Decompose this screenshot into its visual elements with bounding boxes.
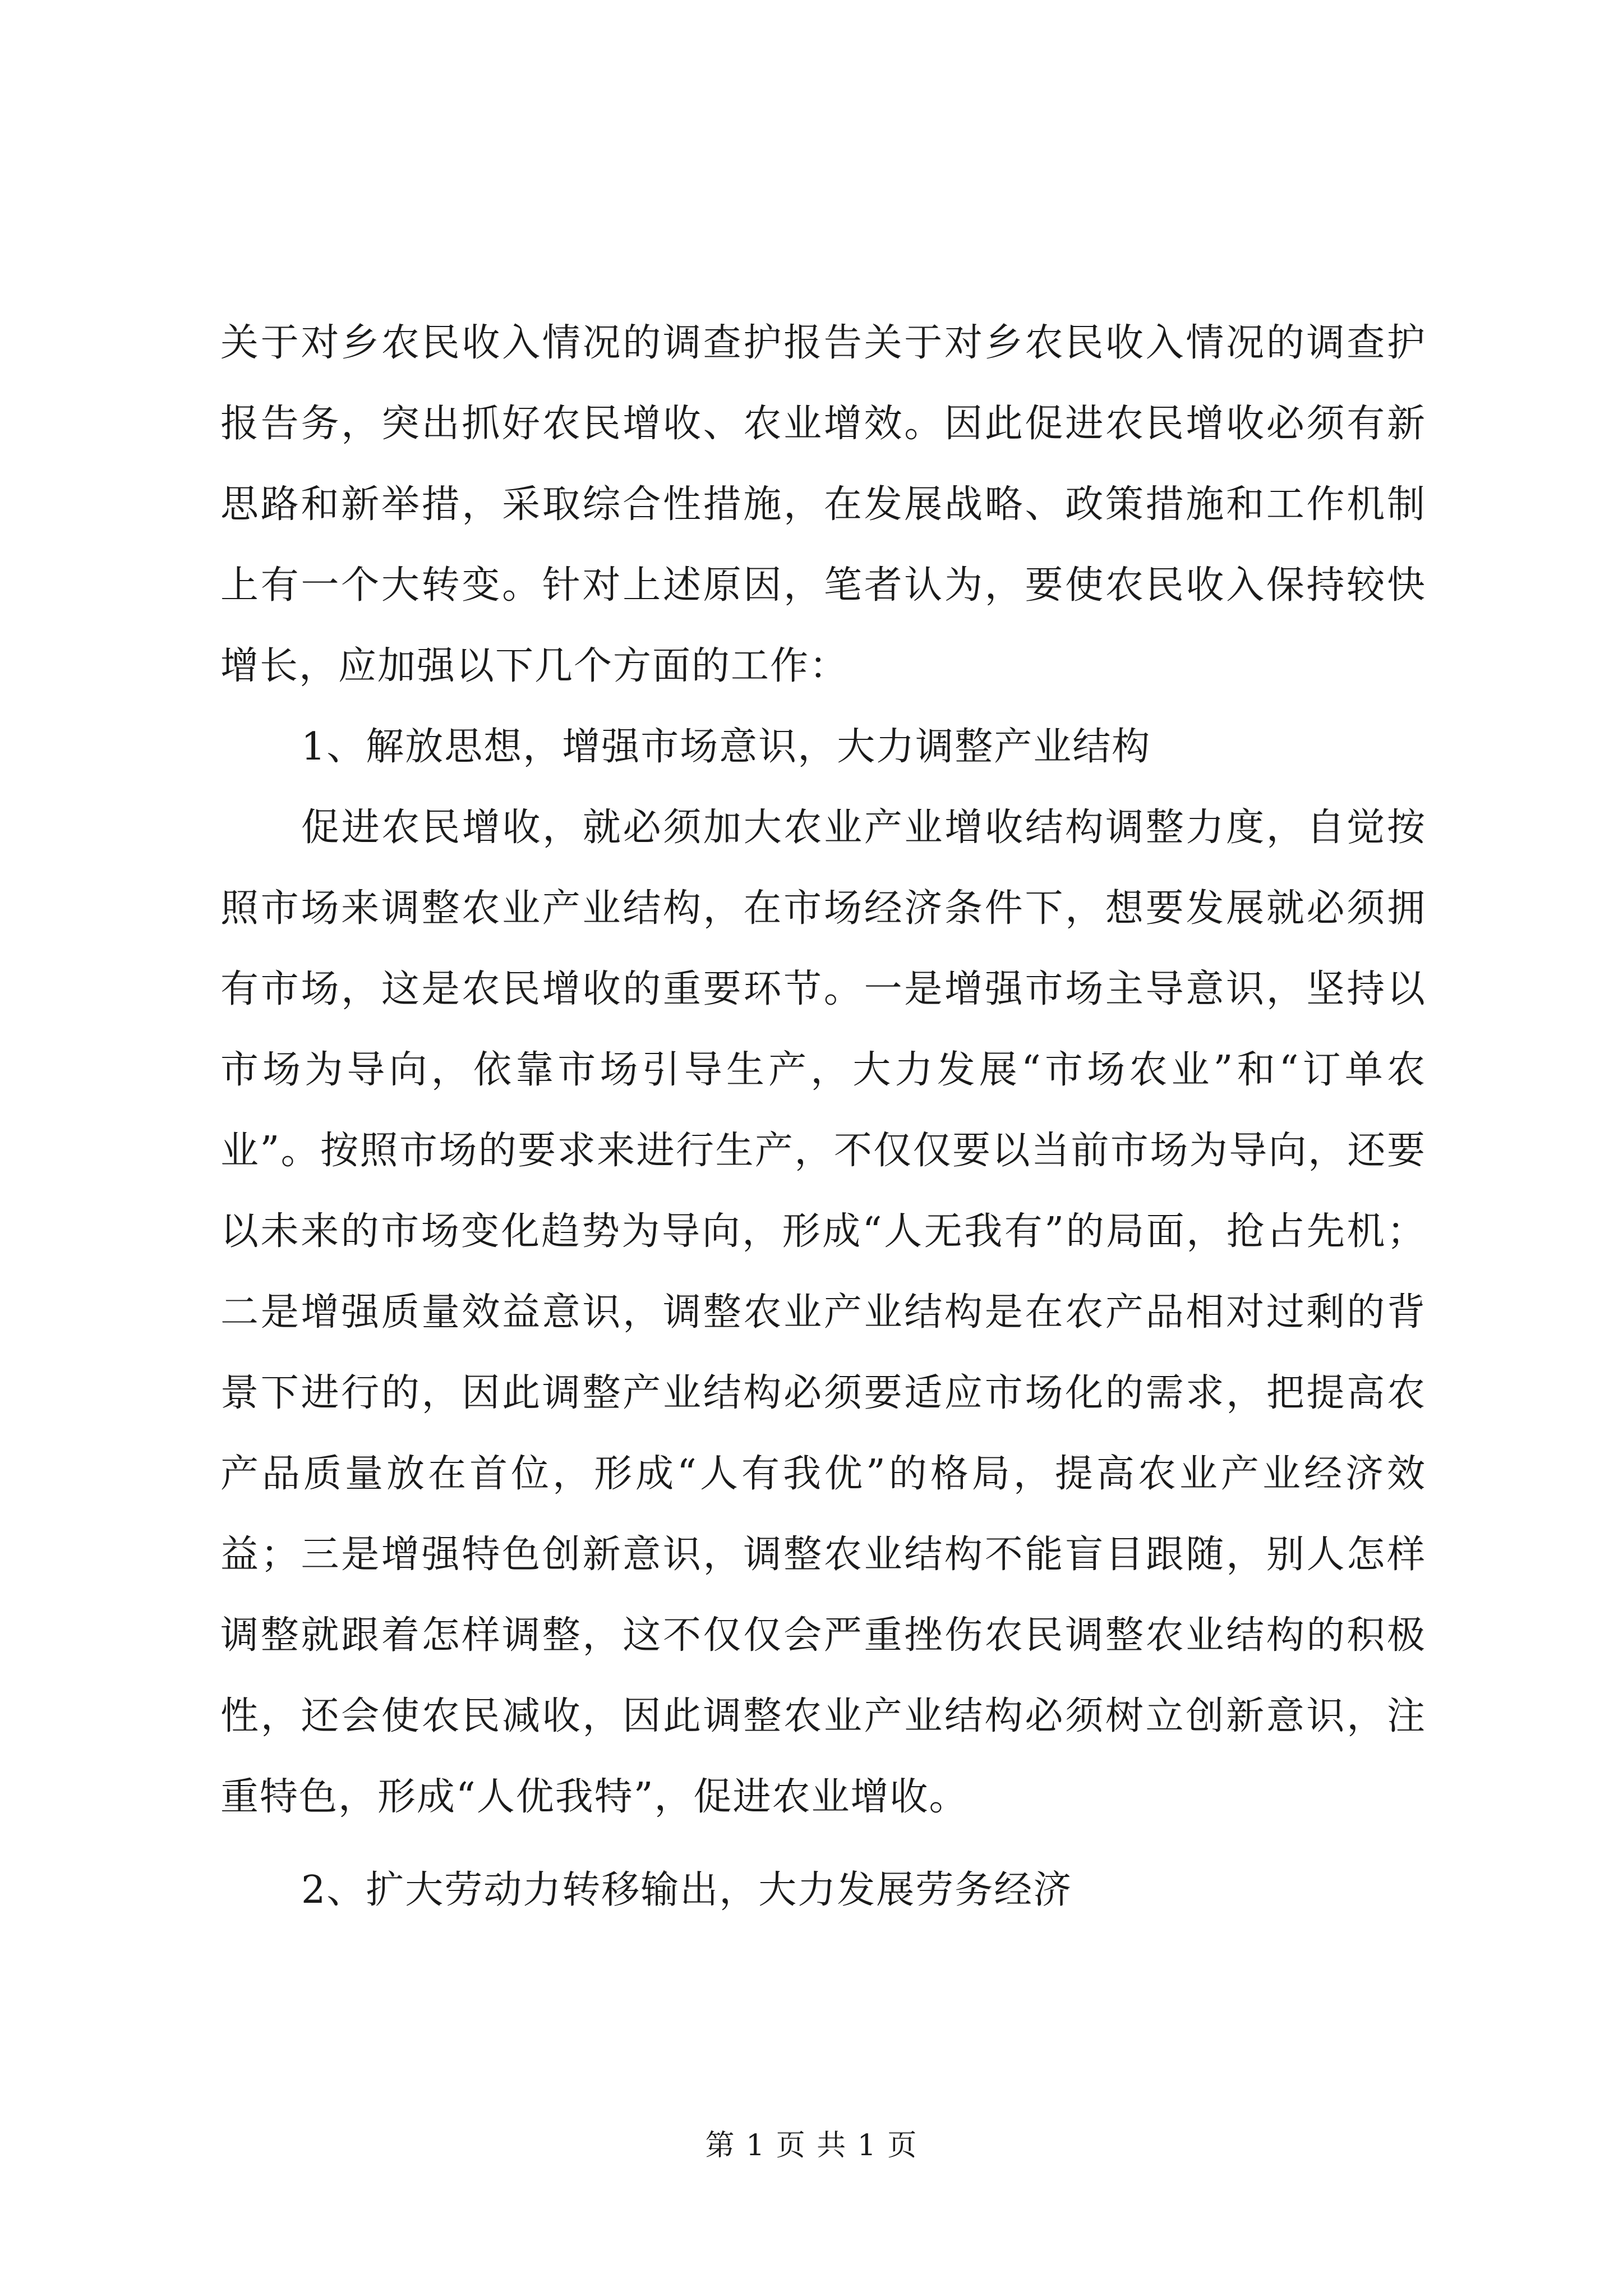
page-footer: 第 1 页 共 1 页	[705, 2129, 918, 2162]
intro-paragraph: 关于对乡农民收入情况的调查护报告关于对乡农民收入情况的调查护报告务，突出抓好农民增收、农业增效。因此促进农民增收必须有新思路和新举措，采取综合性措施，在发展战略、政策措施和工作机制上有一个大转变。针对上述原因，笔者认为，要使农民收入保持较快增长，应加强以下几个方面的工作：	[220, 321, 1426, 688]
section-heading-1: 1、解放思想，增强市场意识，大力调整产业结构	[301, 725, 1151, 769]
document-body	[220, 303, 1426, 1931]
section-1-paragraph: 促进农民增收，就必须加大农业产业增收结构调整力度，自觉按照市场来调整农业产业结构，在市场经济条件下，想要发展就必须拥有市场，这是农民增收的重要环节。一是增强市场主导意识，坚持以市场为导向，依靠市场引导生产，大力发展“市场农业”和“订单农业”。按照市场的要求来进行生产，不仅仅要以当前市场为导向，还要以未来的市场变化趋势为导向，形成“人无我有”的局面，抢占先机；二是增强质量效益意识，调整农业产业结构是在农产品相对过剩的背景下进行的，因此调整产业结构必须要适应市场化的需求，把提高农产品质量放在首位，形成“人有我优”的格局，提高农业产业经济效益；三是增强特色创新意识，调整农业结构不能盲目跟随，别人怎样调整就跟着怎样调整，这不仅仅会严重挫伤农民调整农业结构的积极性，还会使农民减收，因此调整农业产业结构必须树立创新意识，注重特色，形成“人优我特”，促进农业增收。	[220, 806, 1426, 1819]
section-heading-2: 2、扩大劳动力转移输出，大力发展劳务经济	[301, 1868, 1073, 1912]
